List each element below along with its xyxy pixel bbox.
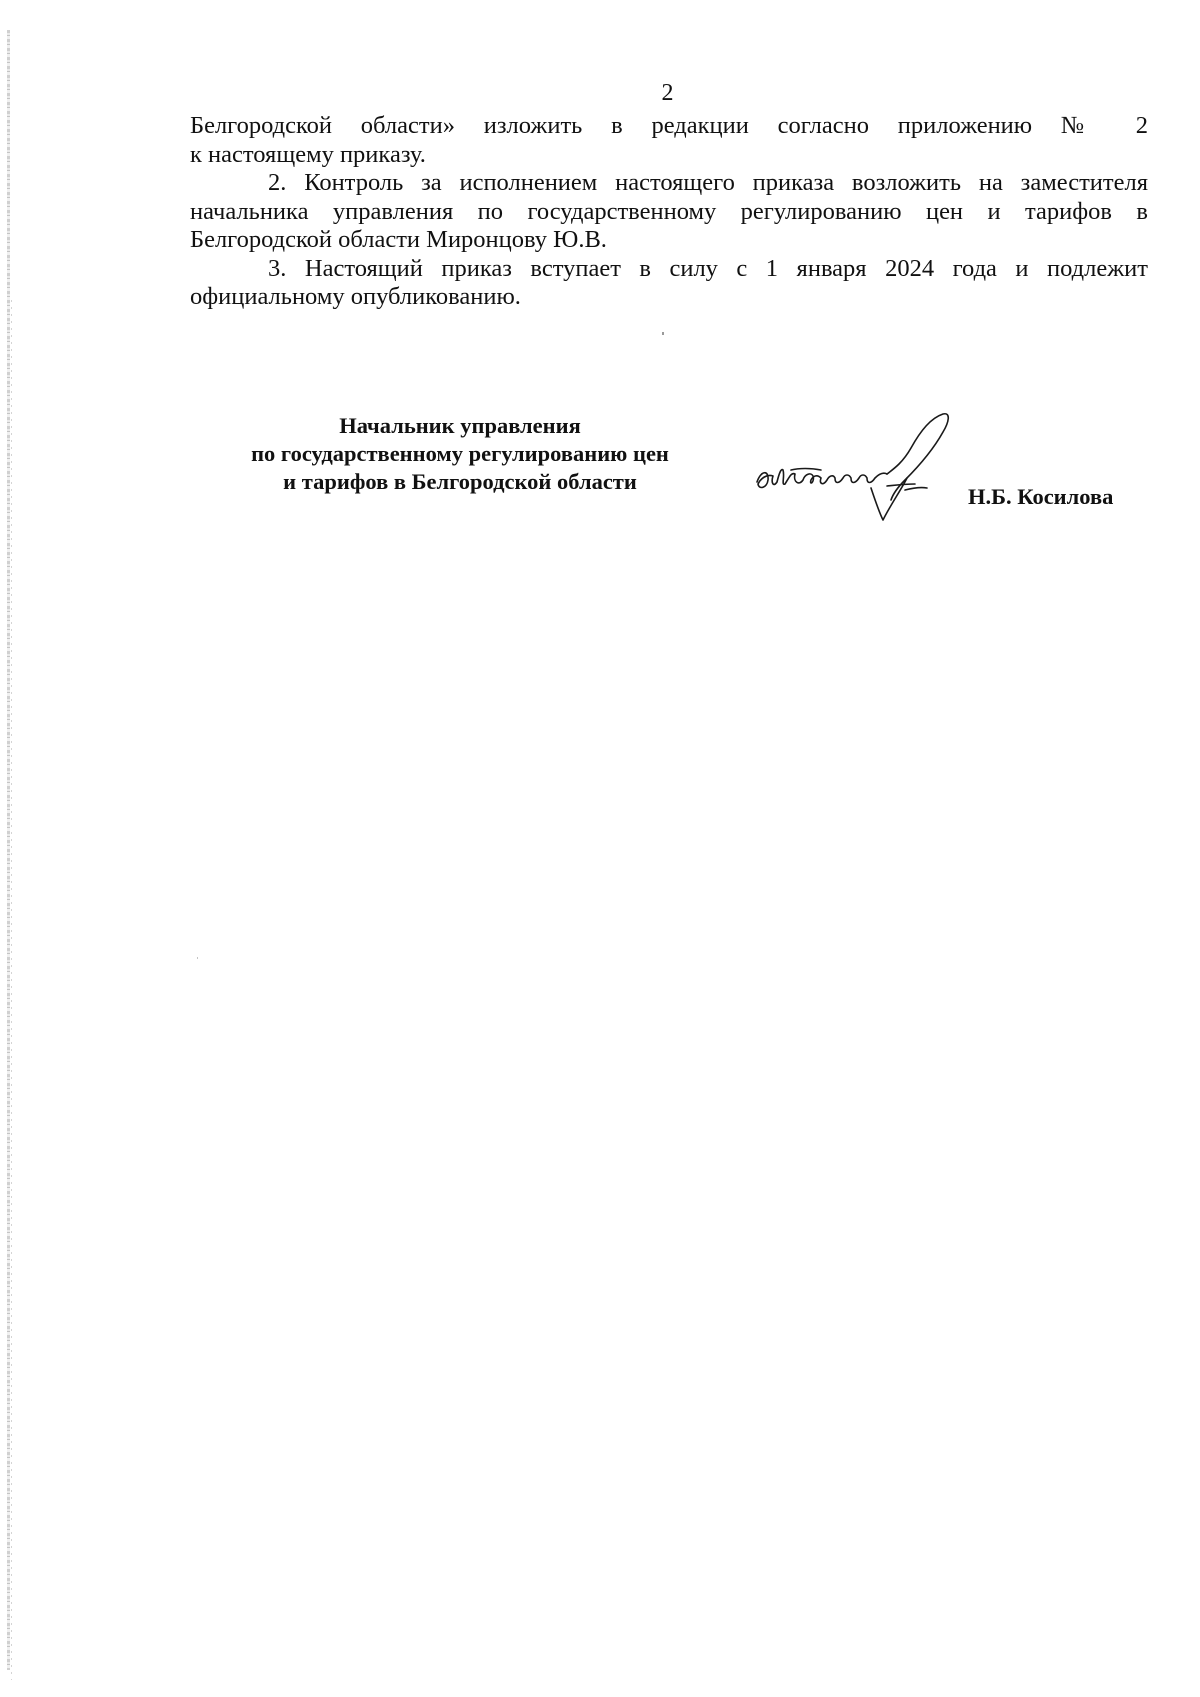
signer-name: Н.Б. Косилова [968, 484, 1114, 509]
paragraph-2: 2. Контроль за исполнением настоящего приказа возложить на заместителя начальника управления по государственному регулированию цен и тарифов в Белгородской области Миронцову Ю.В. [190, 169, 1148, 253]
scan-edge-artifact [7, 30, 10, 1670]
paragraph-3: 3. Настоящий приказ вступает в силу с 1 января 2024 года и подлежит официальному опубликованию. [190, 254, 1148, 310]
signatory-position [200, 412, 720, 496]
page-number: 2 [661, 80, 674, 106]
scan-edge-artifact-secondary [11, 300, 12, 1680]
position-line-3: и тарифов в Белгородской области [283, 469, 637, 494]
paragraph-1-line-1 [190, 112, 1148, 141]
scan-speck [662, 332, 664, 335]
handwritten-signature [755, 408, 1015, 538]
position-line-2: по государственному регулированию цен [251, 441, 669, 466]
document-body [190, 112, 1148, 312]
scan-speck [197, 957, 198, 959]
paragraph-1-line-2: к настоящему приказу. [190, 140, 426, 168]
position-line-1: Начальник управления [339, 413, 581, 438]
paragraph-1-line-1-text: Белгородской области» изложить в редакции согласно приложению № 2 [190, 112, 1148, 139]
